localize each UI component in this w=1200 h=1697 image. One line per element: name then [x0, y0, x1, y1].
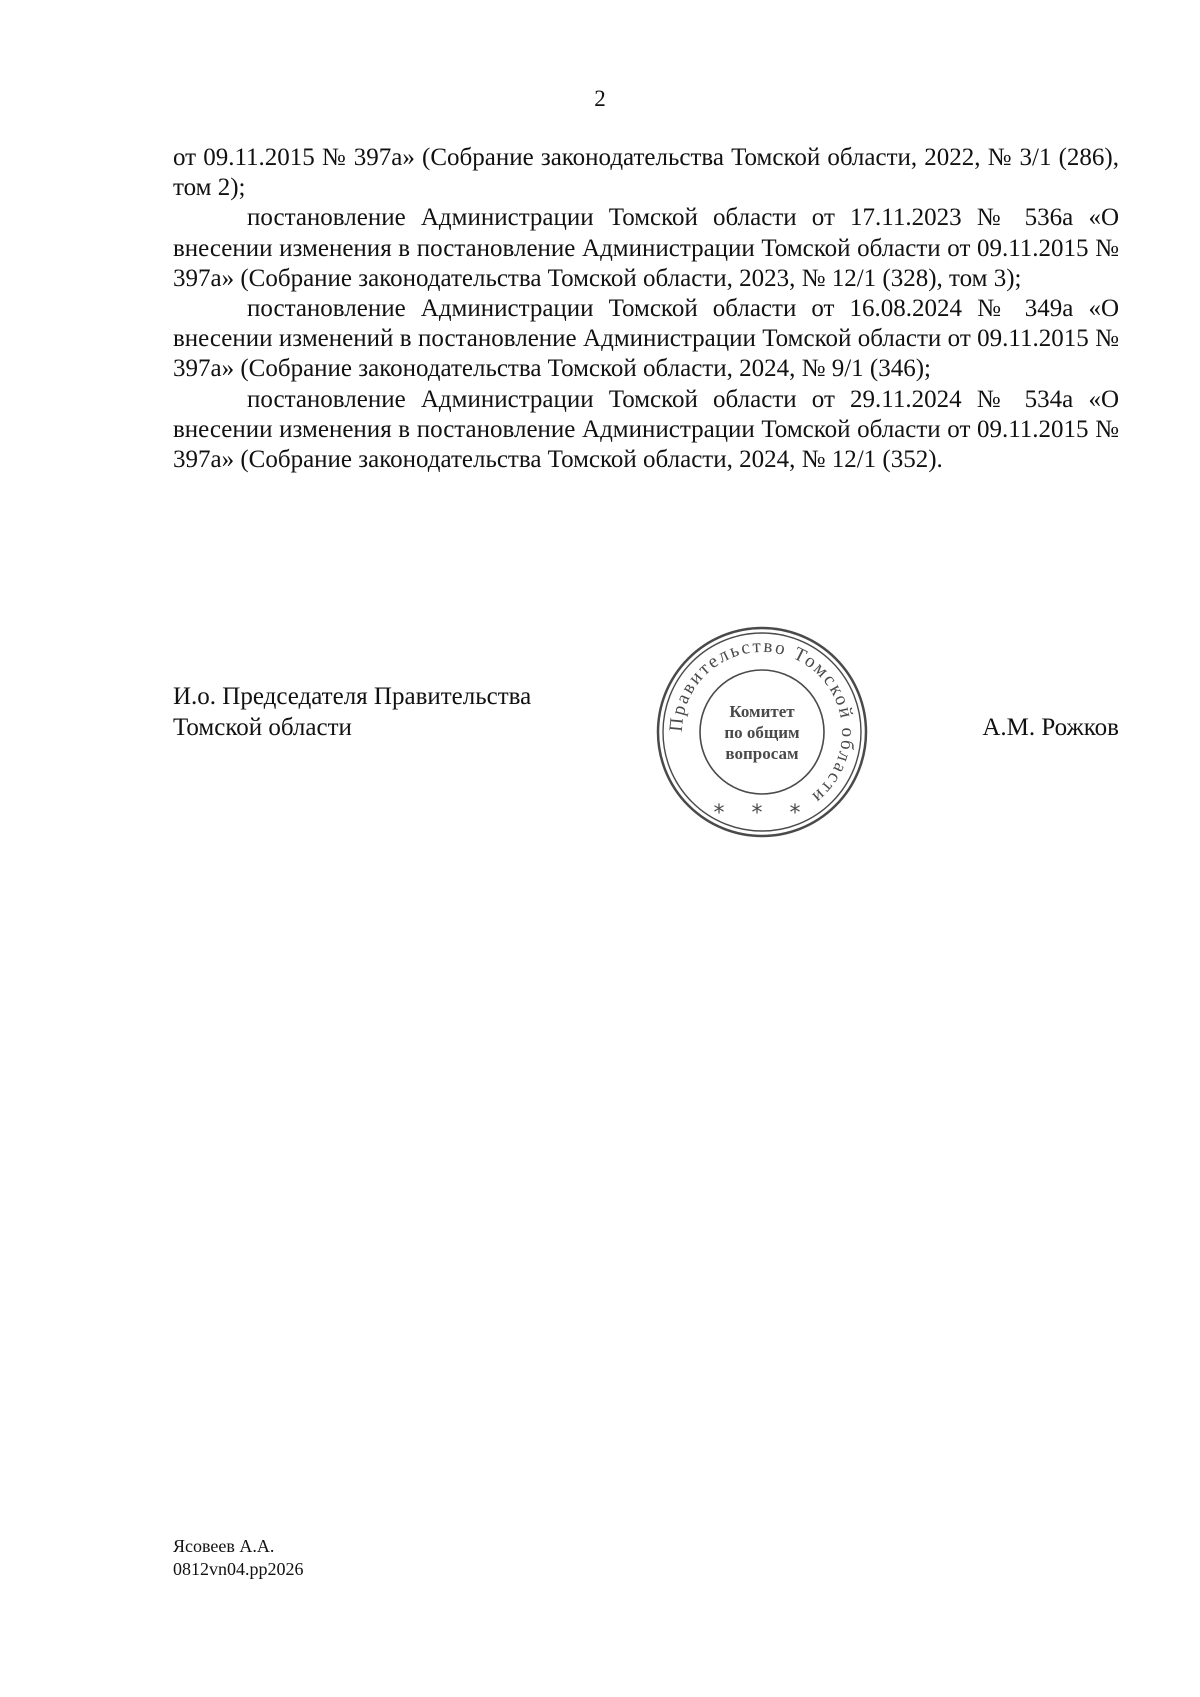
stamp-ring-text: Правительство Томской области: [665, 635, 859, 809]
signatory-position: [173, 681, 531, 743]
paragraph-decree-534a: постановление Администрации Томской области от 29.11.2024 № 534а «О внесении изменения в постановление Администрации Томской области от 09.11.2015 № 397а» (Собрание законодательства Томской области, 2024, № 12/1 (352).: [173, 385, 1119, 474]
document-body: [173, 143, 1119, 475]
paragraph-continuation: от 09.11.2015 № 397а» (Собрание законодательства Томской области, 2022, № 3/1 (286), том 2);: [173, 144, 1119, 202]
paragraph-decree-536a: постановление Администрации Томской области от 17.11.2023 № 536а «О внесении изменения в постановление Администрации Томской области от 09.11.2015 № 397а» (Собрание законодательства Томской области, 2023, № 12/1 (328), том 3);: [173, 204, 1119, 292]
executor-name: Ясовеев А.А.: [173, 1536, 275, 1556]
stamp-center-line3: вопросам: [725, 744, 799, 763]
official-stamp: [652, 622, 872, 842]
stamp-stars: * * *: [713, 801, 811, 826]
stamp-center-line2: по общим: [724, 723, 800, 742]
document-code: 0812vn04.pp2026: [173, 1559, 304, 1579]
signatory-position-line2: Томской области: [173, 714, 352, 741]
paragraph-decree-349a: постановление Администрации Томской области от 16.08.2024 № 349а «О внесении изменений в постановление Администрации Томской области от 09.11.2015 № 397а» (Собрание законодательства Томской области, 2024, № 9/1 (346);: [173, 295, 1119, 383]
signatory-position-line1: И.о. Председателя Правительства: [173, 683, 532, 710]
page-number: 2: [594, 86, 606, 111]
stamp-center-line1: Комитет: [729, 702, 795, 721]
signatory-name: А.М. Рожков: [982, 714, 1119, 741]
executor-block: [173, 1535, 304, 1581]
